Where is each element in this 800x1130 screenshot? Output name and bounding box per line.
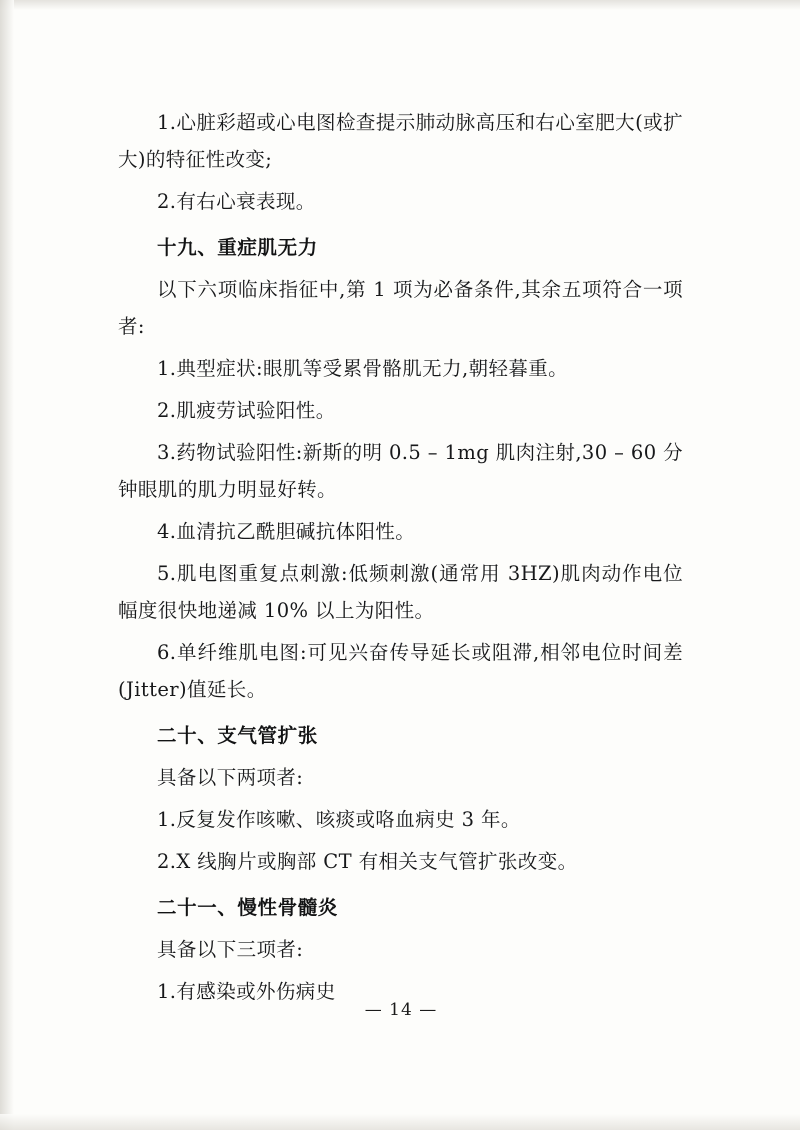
section-heading: 十九、重症肌无力 [157, 236, 318, 259]
page-edge-shadow-top [0, 0, 800, 10]
page-footer [0, 1000, 800, 1020]
paragraph: 4.血清抗乙酰胆碱抗体阳性。 [157, 520, 416, 543]
paragraph: 以下六项临床指征中,第 1 项为必备条件,其余五项符合一项者: [118, 278, 683, 338]
paragraph: 具备以下两项者: [157, 766, 304, 789]
paragraph: 2.X 线胸片或胸部 CT 有相关支气管扩张改变。 [157, 850, 578, 873]
paragraph: 2.肌疲劳试验阳性。 [157, 399, 336, 422]
paragraph: 3.药物试验阳性:新斯的明 0.5 – 1mg 肌肉注射,30 – 60 分钟眼肌的肌力明显好转。 [118, 441, 683, 501]
paragraph: 1.典型症状:眼肌等受累骨骼肌无力,朝轻暮重。 [157, 357, 569, 380]
page-number: — 14 — [364, 1000, 438, 1020]
paragraph: 1.有感染或外伤病史 [157, 980, 336, 1003]
section-heading: 二十、支气管扩张 [157, 724, 318, 747]
paragraph: 1.心脏彩超或心电图检查提示肺动脉高压和右心室肥大(或扩大)的特征性改变; [118, 111, 683, 171]
paragraph: 1.反复发作咳嗽、咳痰或咯血病史 3 年。 [157, 808, 521, 831]
paragraph: 6.单纤维肌电图:可见兴奋传导延长或阻滞,相邻电位时间差(Jitter)值延长。 [118, 641, 683, 701]
paragraph: 5.肌电图重复点刺激:低频刺激(通常用 3HZ)肌肉动作电位幅度很快地递减 10% 以上为阳性。 [118, 562, 683, 622]
page-edge-shadow-left [0, 0, 14, 1130]
document-body [118, 104, 683, 1010]
paragraph: 2.有右心衰表现。 [157, 190, 316, 213]
section-heading: 二十一、慢性骨髓炎 [157, 896, 338, 919]
page-edge-shadow-bottom [0, 1114, 800, 1130]
paragraph: 具备以下三项者: [157, 938, 304, 961]
